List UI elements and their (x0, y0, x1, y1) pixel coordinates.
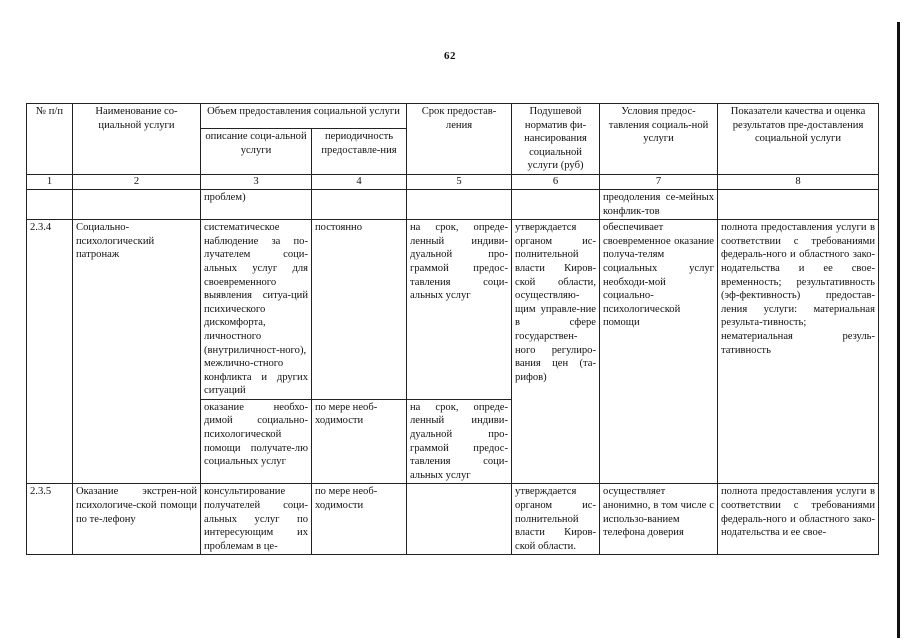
cell-period: по мере необ-ходимости (312, 399, 407, 484)
cell-conditions: осуществляет анонимно, в том числе с использо-ванием телефона доверия (600, 484, 718, 555)
column-number: 5 (407, 174, 512, 189)
cell-normative (512, 189, 600, 219)
cell-period: постоянно (312, 220, 407, 400)
column-number: 6 (512, 174, 600, 189)
cell-term: на срок, опреде-ленный индиви-дуальной про-граммой предос-тавления соци-альных услуг (407, 399, 512, 484)
table-header-row (27, 104, 879, 129)
column-number: 7 (600, 174, 718, 189)
cell-term (407, 189, 512, 219)
cell-quality (718, 189, 879, 219)
page-edge-bar (897, 22, 900, 638)
header-volume-period: периодичность предоставле-ния (312, 129, 407, 175)
cell-name (73, 189, 201, 219)
table-row (27, 220, 879, 400)
header-conditions: Условия предос-тавления социаль-ной услуги (600, 104, 718, 175)
table-row (27, 484, 879, 555)
cell-desc: систематическое наблюдение за по-лучателем соци-альных услуг для своевременного выявления ситуа-ций психического дискомфорта, личностного (внутриличност-ного), межлично-стного конфликта и других ситуаций (201, 220, 312, 400)
cell-name: Социально-психологический патронаж (73, 220, 201, 484)
cell-desc: проблем) (201, 189, 312, 219)
cell-conditions: обеспечивает своевременное оказание получа-телям социальных услуг необходи-мой социально-психологической помощи (600, 220, 718, 484)
column-number: 4 (312, 174, 407, 189)
cell-desc: оказание необхо-димой социально-психологической помощи получате-лю социальных услуг (201, 399, 312, 484)
header-quality: Показатели качества и оценка результатов пре-доставления социальной услуги (718, 104, 879, 175)
column-number: 2 (73, 174, 201, 189)
column-number: 8 (718, 174, 879, 189)
cell-normative: утверждается органом ис-полнительной власти Киров-ской области. (512, 484, 600, 555)
column-number: 3 (201, 174, 312, 189)
column-number-row (27, 174, 879, 189)
cell-quality: полнота предоставления услуги в соответствии с требованиями федераль-ного и областного зако-нодательства и ее свое-временность; результативность (эф-фективность) предостав-ления услуги: материальная результа-тивность; нематериальная резуль-тативность (718, 220, 879, 484)
header-normative: Подушевой норматив фи-нансирования социальной услуги (руб) (512, 104, 600, 175)
header-term: Срок предостав-ления (407, 104, 512, 175)
header-num: № п/п (27, 104, 73, 175)
table-row-continued (27, 189, 879, 219)
cell-normative: утверждается органом ис-полнительной власти Киров-ской области, осуществляю-щим управле-ние в сфере государствен-ного регулиро-вания цен (та-рифов) (512, 220, 600, 484)
cell-term: на срок, опреде-ленный индиви-дуальной про-граммой предос-тавления соци-альных услуг (407, 220, 512, 400)
header-volume: Объем предоставления социальной услуги (201, 104, 407, 129)
services-table (26, 103, 879, 555)
column-number: 1 (27, 174, 73, 189)
cell-quality: полнота предоставления услуги в соответствии с требованиями федераль-ного и областного зако-нодательства и ее свое- (718, 484, 879, 555)
cell-conditions: преодоления се-мейных конфлик-тов (600, 189, 718, 219)
cell-num: 2.3.5 (27, 484, 73, 555)
cell-num: 2.3.4 (27, 220, 73, 484)
cell-name: Оказание экстрен-ной психологиче-ской помощи по те-лефону (73, 484, 201, 555)
cell-num (27, 189, 73, 219)
header-name: Наименование со-циальной услуги (73, 104, 201, 175)
header-volume-desc: описание соци-альной услуги (201, 129, 312, 175)
cell-term (407, 484, 512, 555)
cell-desc: консультирование получателей соци-альных услуг по интересующим их проблемам в це- (201, 484, 312, 555)
cell-period: по мере необ-ходимости (312, 484, 407, 555)
cell-period (312, 189, 407, 219)
page-number: 62 (444, 50, 456, 62)
